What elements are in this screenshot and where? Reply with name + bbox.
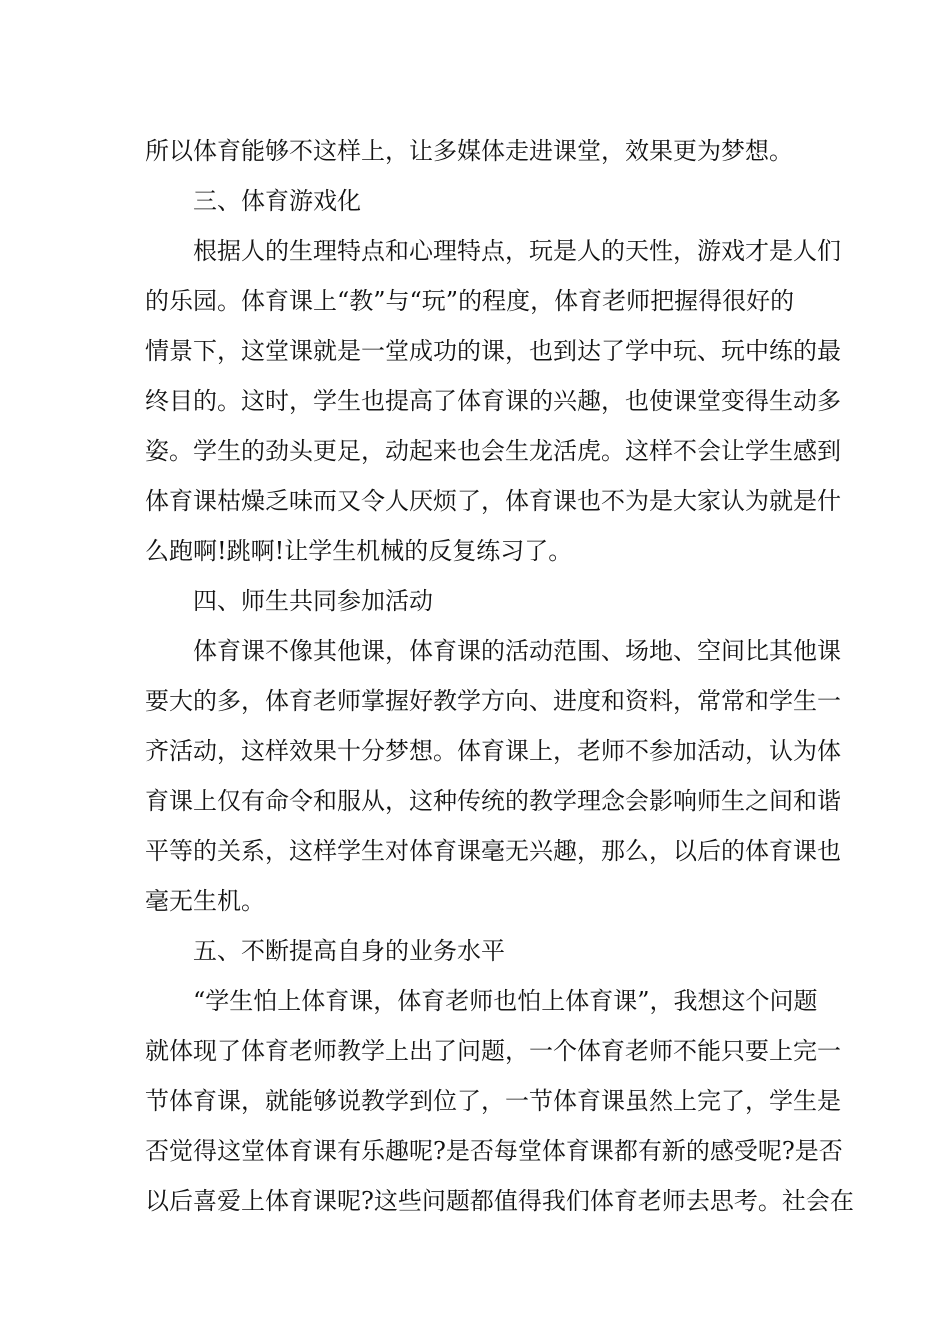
section-heading: 五、不断提高自身的业务水平: [193, 937, 505, 965]
paragraph-line: 节体育课，就能够说教学到位了，一节体育课虽然上完了，学生是: [145, 1087, 841, 1115]
paragraph-line: 育课上仅有命令和服从，这种传统的教学理念会影响师生之间和谐: [145, 787, 841, 815]
paragraph-line: 要大的多，体育老师掌握好教学方向、进度和资料，常常和学生一: [145, 687, 841, 715]
paragraph-line: 体育课枯燥乏味而又令人厌烦了，体育课也不为是大家认为就是什: [145, 487, 841, 515]
section-heading: 四、师生共同参加活动: [193, 587, 433, 615]
paragraph-line: 终目的。这时，学生也提高了体育课的兴趣，也使课堂变得生动多: [145, 387, 841, 415]
paragraph-line: 以后喜爱上体育课呢?这些问题都值得我们体育老师去思考。社会在: [145, 1187, 854, 1215]
paragraph-line: 齐活动，这样效果十分梦想。体育课上，老师不参加活动，认为体: [145, 737, 841, 765]
paragraph-line: 毫无生机。: [145, 887, 265, 915]
paragraph-line: 么跑啊!跳啊!让学生机械的反复练习了。: [145, 537, 573, 565]
paragraph-line: 根据人的生理特点和心理特点，玩是人的天性，游戏才是人们: [193, 237, 841, 265]
paragraph-line: 平等的关系，这样学生对体育课毫无兴趣，那么，以后的体育课也: [145, 837, 841, 865]
section-heading: 三、体育游戏化: [193, 187, 361, 215]
paragraph-line: 情景下，这堂课就是一堂成功的课，也到达了学中玩、玩中练的最: [145, 337, 841, 365]
paragraph-line: 的乐园。体育课上“教”与“玩”的程度，体育老师把握得很好的: [145, 287, 795, 315]
paragraph-line: 体育课不像其他课，体育课的活动范围、场地、空间比其他课: [193, 637, 841, 665]
paragraph-line: 所以体育能够不这样上，让多媒体走进课堂，效果更为梦想。: [145, 137, 793, 165]
paragraph-line: “学生怕上体育课，体育老师也怕上体育课”，我想这个问题: [193, 987, 818, 1015]
paragraph-line: 就体现了体育老师教学上出了问题，一个体育老师不能只要上完一: [145, 1037, 841, 1065]
paragraph-line: 姿。学生的劲头更足，动起来也会生龙活虎。这样不会让学生感到: [145, 437, 841, 465]
paragraph-line: 否觉得这堂体育课有乐趣呢?是否每堂体育课都有新的感受呢?是否: [145, 1137, 843, 1165]
